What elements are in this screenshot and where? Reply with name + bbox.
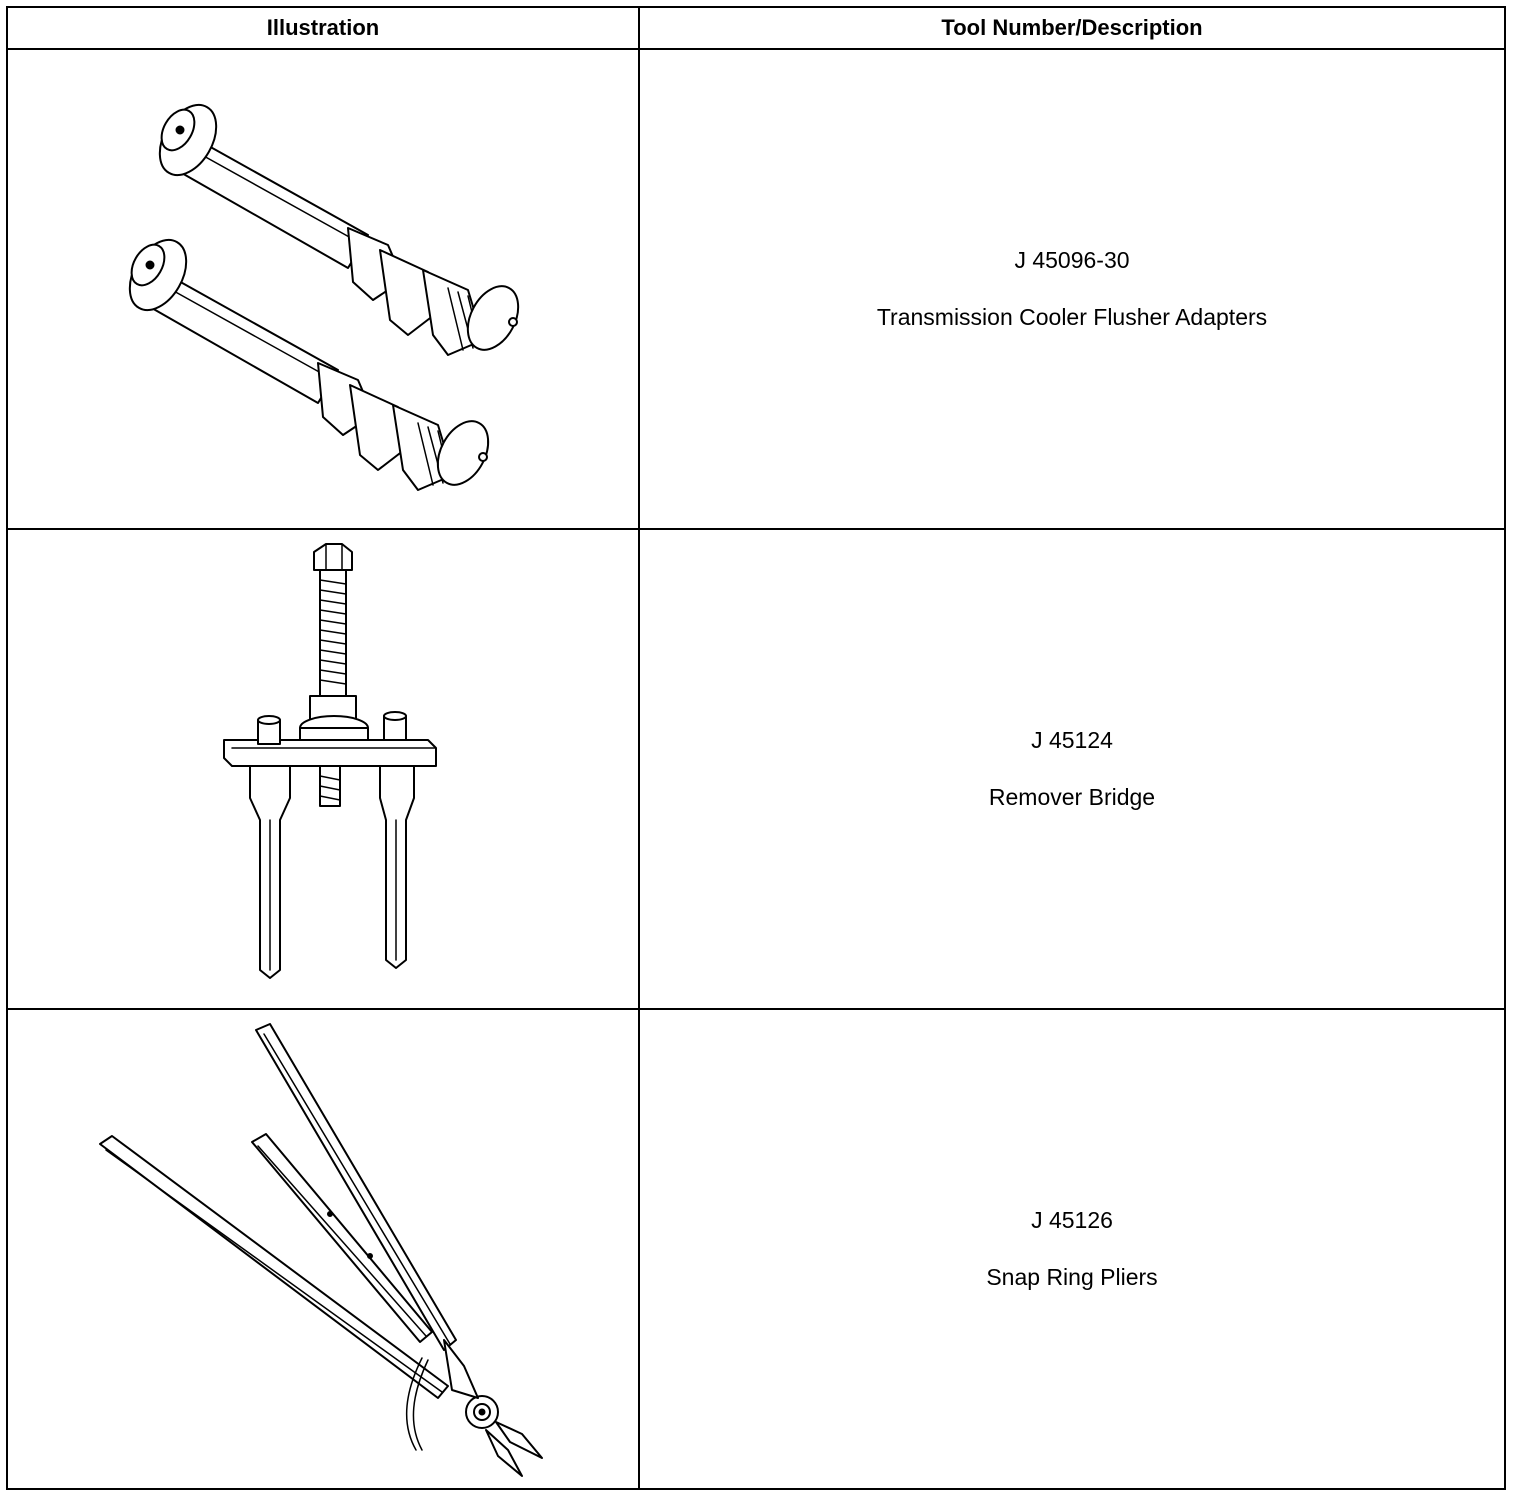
description-cell bbox=[639, 1009, 1505, 1489]
header-illustration: Illustration bbox=[7, 7, 639, 49]
tool-table bbox=[6, 6, 1506, 1490]
description-cell bbox=[639, 49, 1505, 529]
description-cell bbox=[639, 529, 1505, 1009]
table-row bbox=[7, 49, 1505, 529]
snap-ring-pliers-icon bbox=[8, 1010, 639, 1488]
adapter-lower bbox=[118, 230, 498, 493]
illustration-cell bbox=[7, 1009, 639, 1489]
tool-description: Snap Ring Pliers bbox=[986, 1264, 1158, 1290]
flusher-adapters-icon bbox=[8, 50, 639, 528]
table-row bbox=[7, 529, 1505, 1009]
header-tool-number: Tool Number/Description bbox=[639, 7, 1505, 49]
header-row bbox=[7, 7, 1505, 49]
remover-bridge-icon bbox=[8, 530, 639, 1008]
tool-number: J 45124 bbox=[1031, 727, 1113, 753]
tool-number: J 45126 bbox=[1031, 1207, 1113, 1233]
tool-description: Transmission Cooler Flusher Adapters bbox=[876, 304, 1268, 330]
tool-description: Remover Bridge bbox=[988, 784, 1156, 810]
illustration-cell bbox=[7, 49, 639, 529]
table-row bbox=[7, 1009, 1505, 1489]
tool-number: J 45096-30 bbox=[1014, 247, 1130, 273]
illustration-cell bbox=[7, 529, 639, 1009]
